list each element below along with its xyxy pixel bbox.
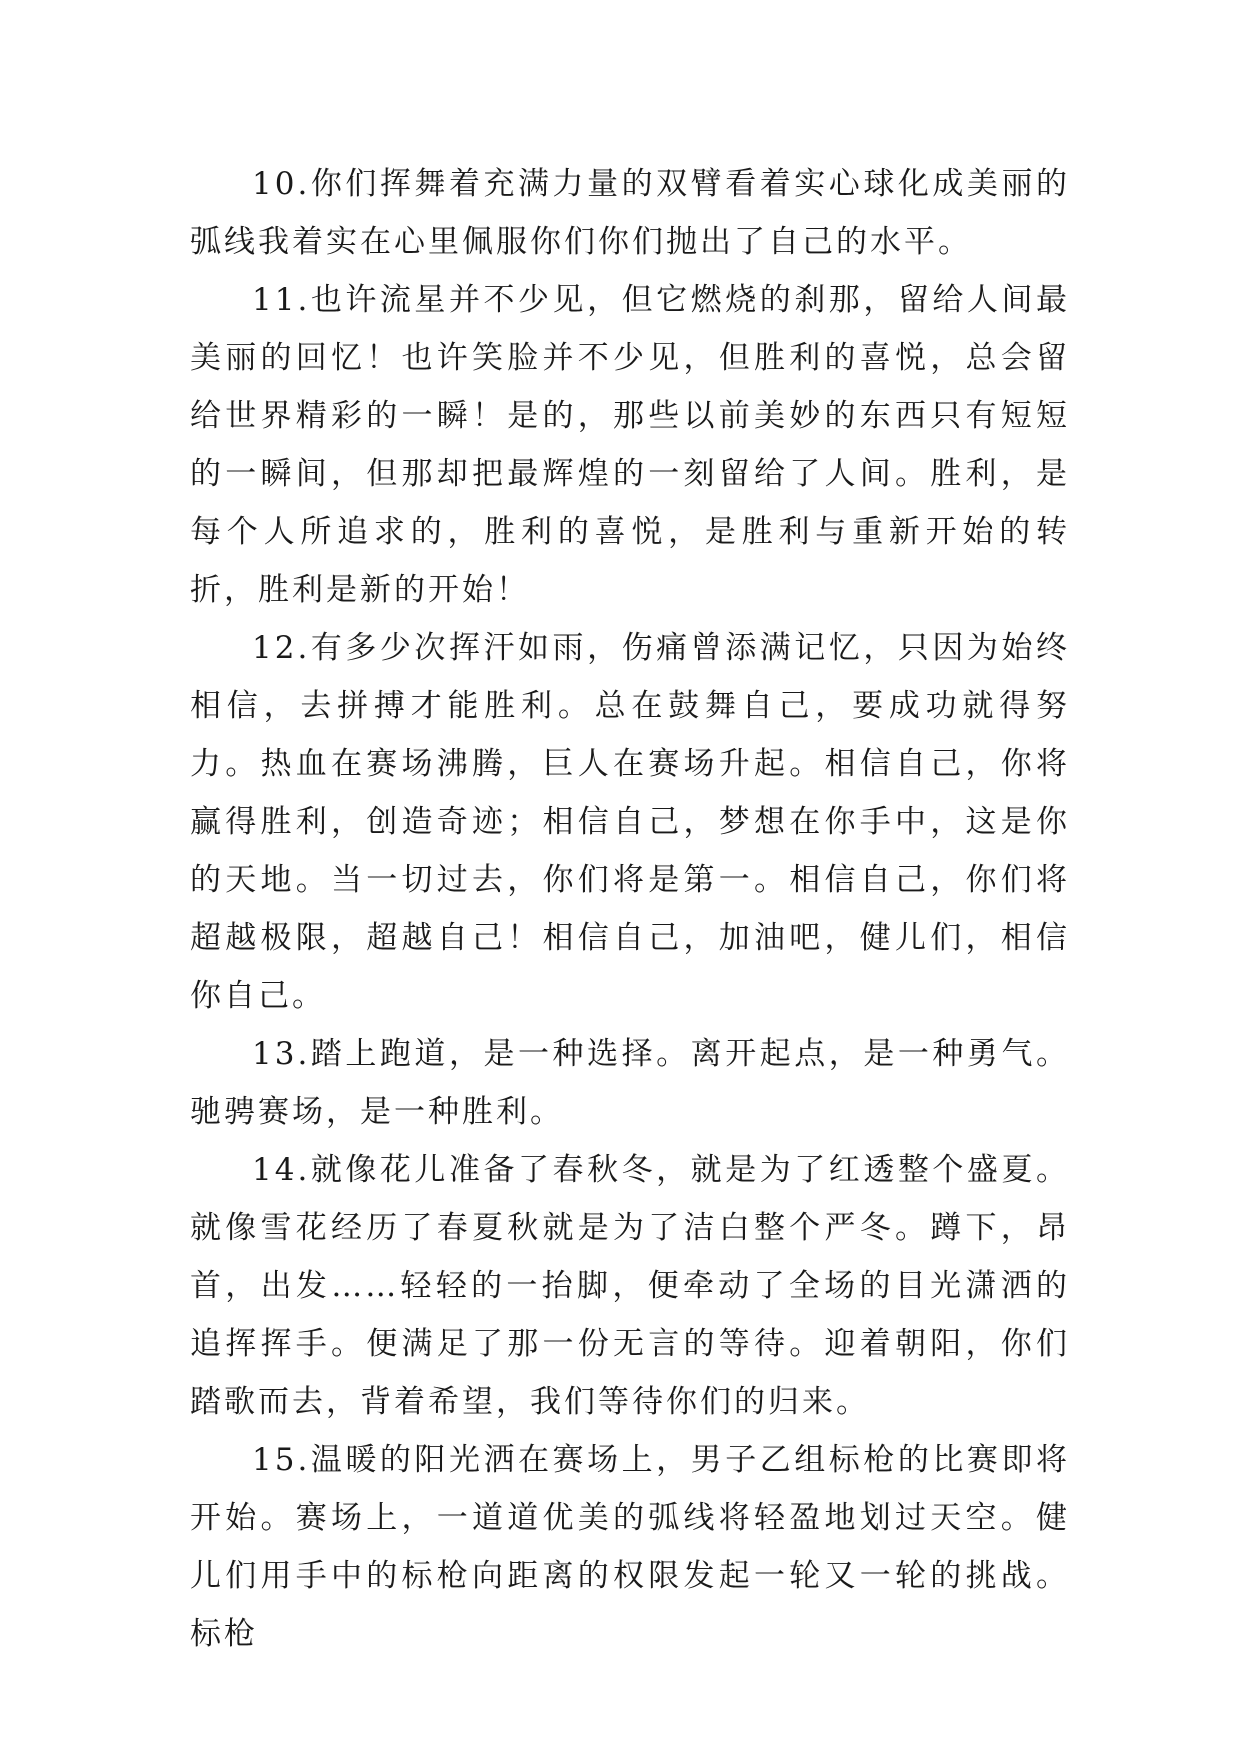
paragraph-11: 11.也许流星并不少见，但它燃烧的刹那，留给人间最美丽的回忆！也许笑脸并不少见，但胜利的喜悦，总会留给世界精彩的一瞬！是的，那些以前美妙的东西只有短短的一瞬间，但那却把最辉煌的一刻留给了人间。胜利，是每个人所追求的，胜利的喜悦，是胜利与重新开始的转折，胜利是新的开始！ xyxy=(190,282,1070,608)
paragraph-15: 15.温暖的阳光洒在赛场上，男子乙组标枪的比赛即将开始。赛场上，一道道优美的弧线将轻盈地划过天空。健儿们用手中的标枪向距离的权限发起一轮又一轮的挑战。标枪 xyxy=(190,1442,1070,1652)
document-body xyxy=(190,155,1070,1663)
paragraph-13: 13.踏上跑道，是一种选择。离开起点，是一种勇气。驰骋赛场，是一种胜利。 xyxy=(190,1036,1070,1130)
paragraph-12: 12.有多少次挥汗如雨，伤痛曾添满记忆，只因为始终相信，去拼搏才能胜利。总在鼓舞自己，要成功就得努力。热血在赛场沸腾，巨人在赛场升起。相信自己，你将赢得胜利，创造奇迹；相信自己，梦想在你手中，这是你的天地。当一切过去，你们将是第一。相信自己，你们将超越极限，超越自己！相信自己，加油吧，健儿们，相信你自己。 xyxy=(190,630,1070,1014)
paragraph-10: 10.你们挥舞着充满力量的双臂看着实心球化成美丽的弧线我着实在心里佩服你们你们抛出了自己的水平。 xyxy=(190,166,1070,260)
paragraph-14: 14.就像花儿准备了春秋冬，就是为了红透整个盛夏。就像雪花经历了春夏秋就是为了洁白整个严冬。蹲下，昂首，出发……轻轻的一抬脚，便牵动了全场的目光潇洒的追挥挥手。便满足了那一份无言的等待。迎着朝阳，你们踏歌而去，背着希望，我们等待你们的归来。 xyxy=(190,1152,1070,1420)
